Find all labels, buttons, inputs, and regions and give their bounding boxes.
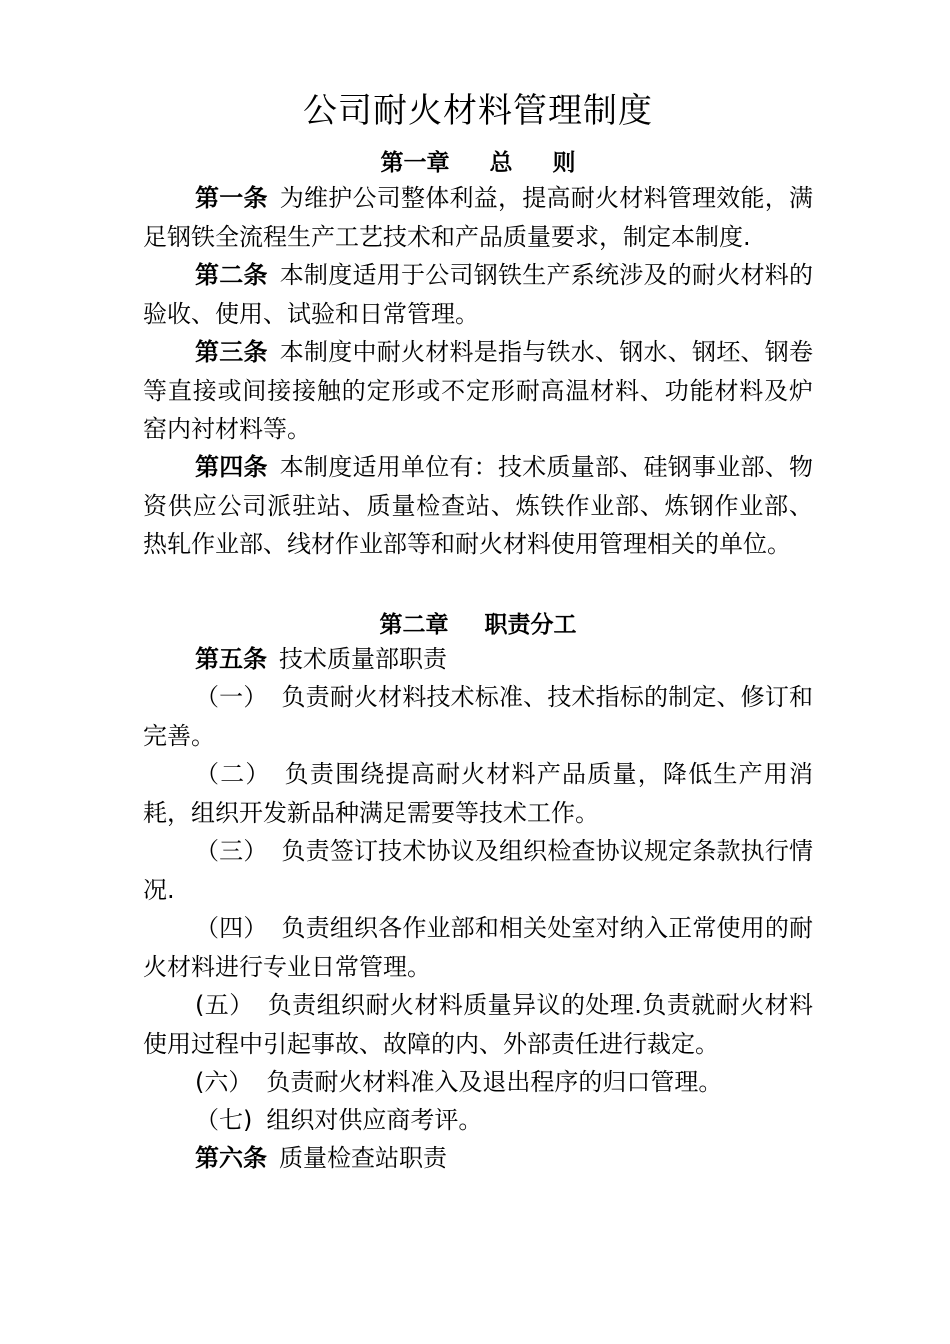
duty-item-6-number: (六） xyxy=(195,1068,253,1096)
article-3-label: 第三条 xyxy=(195,338,268,366)
duty-item-5 xyxy=(143,986,813,1063)
duty-item-3-number: （三） xyxy=(195,837,268,865)
article-1 xyxy=(143,179,813,256)
duty-item-7-number: （七) xyxy=(195,1106,253,1134)
article-2-text: 本制度适用于公司钢铁生产系统涉及的耐火材料的验收、使用、试验和日常管理。 xyxy=(143,261,813,328)
duty-item-1 xyxy=(143,678,813,755)
article-5-text: 技术质量部职责 xyxy=(279,645,447,673)
duty-item-7-text: 组织对供应商考评。 xyxy=(266,1106,483,1134)
chapter-2-label: 第二章 xyxy=(379,612,449,638)
article-6-text: 质量检查站职责 xyxy=(279,1144,447,1172)
duty-item-7 xyxy=(143,1101,813,1140)
article-2 xyxy=(143,256,813,333)
article-4-label: 第四条 xyxy=(195,453,268,481)
duty-item-2-text: 负责围绕提高耐火材料产品质量，降低生产用消耗，组织开发新品种满足需要等技术工作。 xyxy=(143,760,814,827)
article-3 xyxy=(143,333,813,449)
duty-item-6-text: 负责耐火材料准入及退出程序的归口管理。 xyxy=(266,1068,723,1096)
duty-item-3-text: 负责签订技术协议及组织检查协议规定条款执行情况. xyxy=(143,837,813,904)
document-title: 公司耐火材料管理制度 xyxy=(303,91,653,131)
duty-item-1-number: （一） xyxy=(195,683,268,711)
duty-item-5-number: (五） xyxy=(195,991,254,1019)
article-1-text: 为维护公司整体利益，提高耐火材料管理效能，满足钢铁全流程生产工艺技术和产品质量要求，制定本制度. xyxy=(143,184,813,251)
duty-item-6 xyxy=(143,1063,813,1102)
chapter-1-label: 第一章 xyxy=(380,150,450,176)
chapter-2-heading xyxy=(143,606,813,644)
article-5 xyxy=(143,640,813,679)
article-4-text: 本制度适用单位有：技术质量部、硅钢事业部、物资供应公司派驻站、质量检查站、炼铁作业部、炼钢作业部、热轧作业部、线材作业部等和耐火材料使用管理相关的单位。 xyxy=(143,453,813,558)
article-1-label: 第一条 xyxy=(195,184,268,212)
chapter-2-name: 职责分工 xyxy=(484,612,577,638)
duty-item-4-text: 负责组织各作业部和相关处室对纳入正常使用的耐火材料进行专业日常管理。 xyxy=(143,914,813,981)
chapter-1-name-part2: 则 xyxy=(552,150,576,176)
chapter-1-heading xyxy=(143,144,813,182)
article-6 xyxy=(143,1139,813,1178)
duty-item-5-text: 负责组织耐火材料质量异议的处理.负责就耐火材料使用过程中引起事故、故障的内、外部责任进行裁定。 xyxy=(143,991,813,1058)
duty-item-2 xyxy=(143,755,813,832)
duty-item-4-number: （四） xyxy=(195,914,268,942)
article-4 xyxy=(143,448,813,564)
duty-item-4 xyxy=(143,909,813,986)
article-5-label: 第五条 xyxy=(195,645,267,673)
duty-item-2-number: （二） xyxy=(195,760,271,788)
duty-item-1-text: 负责耐火材料技术标准、技术指标的制定、修订和完善。 xyxy=(143,683,813,750)
duty-item-3 xyxy=(143,832,813,909)
chapter-1-name-part1: 总 xyxy=(489,150,513,176)
article-3-text: 本制度中耐火材料是指与铁水、钢水、钢坯、钢卷等直接或间接接触的定形或不定形耐高温材料、功能材料及炉窑内衬材料等。 xyxy=(143,338,813,443)
article-6-label: 第六条 xyxy=(195,1144,267,1172)
article-2-label: 第二条 xyxy=(195,261,268,289)
